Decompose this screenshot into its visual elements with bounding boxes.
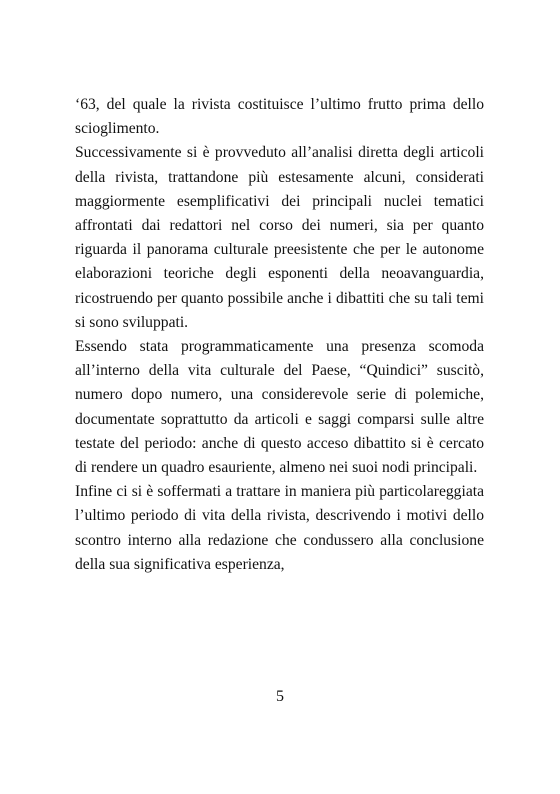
paragraph-2: Successivamente si è provveduto all’analisi diretta degli articoli della rivista, trattandone più estesamente alcuni, considerati maggiormente esemplificativi dei principali nuclei tematici affrontati dai redattori nel corso dei numeri, sia per quanto riguarda il panorama culturale preesistente che per le autonome elaborazioni teoriche degli esponenti della neoavanguardia, ricostruendo per quanto possibile anche i dibattiti che su tali temi si sono sviluppati. [75, 144, 484, 331]
paragraph-1: ‘63, del quale la rivista costituisce l’ultimo frutto prima dello scioglimento. [75, 96, 484, 138]
body-text [75, 93, 484, 577]
paragraph-4: Infine ci si è soffermati a trattare in maniera più particolareggiata l’ultimo periodo di vita della rivista, descrivendo i motivi dello scontro interno alla redazione che condussero alla conclusione della sua significativa esperienza, [75, 483, 484, 573]
page-number: 5 [276, 688, 284, 705]
paragraph-3: Essendo stata programmaticamente una presenza scomoda all’interno della vita culturale del Paese, “Quindici” suscitò, numero dopo numero, una considerevole serie di polemiche, documentate soprattutto da articoli e saggi comparsi sulle altre testate del periodo: anche di questo acceso dibattito si è cercato di rendere un quadro esauriente, almeno nei suoi nodi principali. [75, 338, 484, 477]
